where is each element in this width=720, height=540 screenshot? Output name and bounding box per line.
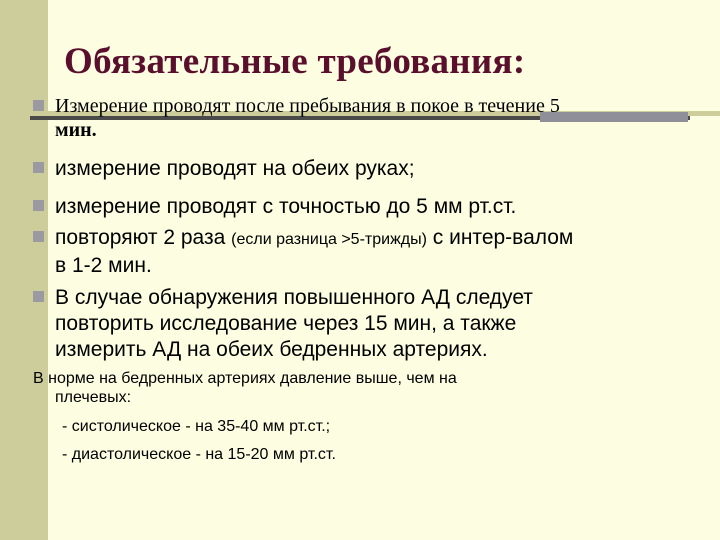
bullet-text-line2: повторить исследование через 15 мин, а также <box>55 312 517 335</box>
bullet-text-line2: в 1-2 мин. <box>55 254 152 277</box>
note-line2: плечевых: <box>55 389 132 406</box>
bullet-text <box>55 225 690 279</box>
bullet-text-line1: Измерение проводят после пребывания в покое в течение 5 <box>55 95 560 117</box>
bullet-text <box>55 94 690 142</box>
note-line1: В норме на бедренных артериях давление выше, чем на <box>33 370 457 387</box>
bullet-text-line2: мин. <box>55 119 97 141</box>
bullet-square-icon <box>33 100 44 111</box>
note-systolic: - систолическое - на 35-40 мм рт.ст.; <box>62 418 331 435</box>
bullet-square-icon <box>33 162 44 173</box>
bullet-text-parenthetical: (если разница >5-трижды) <box>231 231 427 248</box>
bullet-text-start: повторяют 2 раза <box>55 226 232 249</box>
bullet-text-line1: В случае обнаружения повышенного АД следует <box>55 286 533 309</box>
bullet-square-icon <box>33 291 44 302</box>
bullet-square-icon <box>33 231 44 242</box>
bullet-square-icon <box>33 200 44 211</box>
left-decorative-band <box>0 0 48 540</box>
bullet-text-line3: измерить АД на обеих бедренных артериях. <box>55 338 488 361</box>
note-diastolic: - диастолическое - на 15-20 мм рт.ст. <box>62 446 336 463</box>
slide-title: Обязательные требования: <box>64 41 526 82</box>
bullet-text: измерение проводят на обеих руках; <box>55 157 415 180</box>
bullet-text-end: с интер-валом <box>426 226 574 249</box>
bullet-text: измерение проводят с точностью до 5 мм рт.ст. <box>55 195 517 218</box>
bullet-text <box>55 285 690 363</box>
